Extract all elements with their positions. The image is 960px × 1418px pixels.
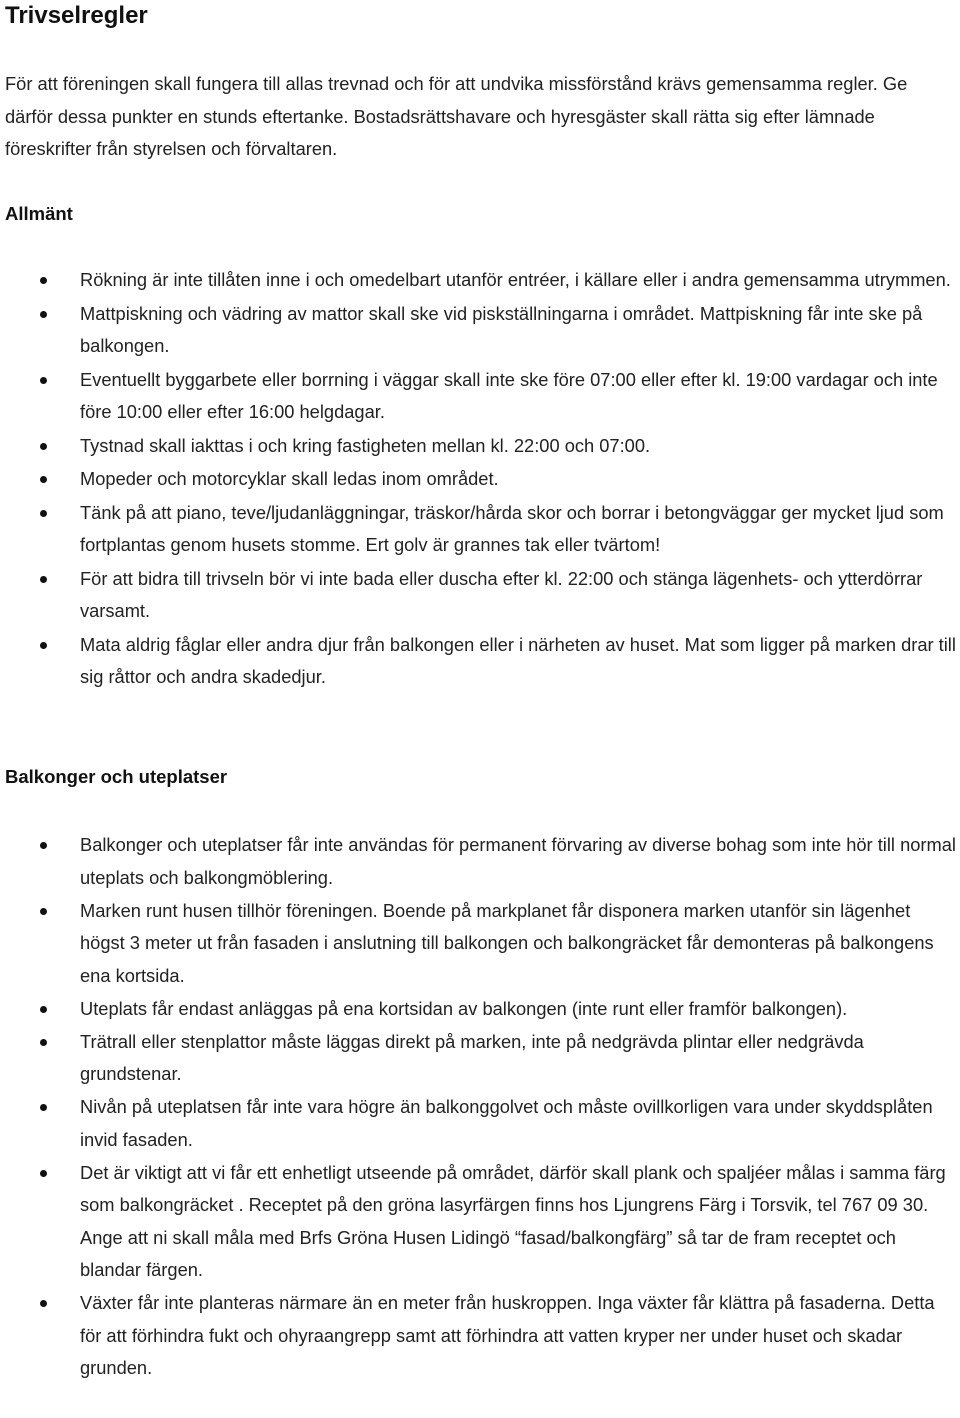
- bullet-icon: [40, 377, 47, 384]
- list-item: [0, 1287, 960, 1385]
- list-item: [0, 563, 960, 628]
- list-item: [0, 364, 960, 429]
- list-item-text: Mopeder och motorcyklar skall ledas inom området.: [80, 468, 499, 489]
- bullet-icon: [40, 510, 47, 517]
- intro-paragraph: För att föreningen skall fungera till allas trevnad och för att undvika missförstånd krävs gemensamma regler. Ge därför dessa punkter en stunds eftertanke. Bostadsrättshavare och hyresgäster skall rätta sig efter lämnade föreskrifter från styrelsen och förvaltaren.: [5, 73, 908, 159]
- list-item: [0, 430, 960, 463]
- list-item: [0, 497, 960, 562]
- list-item-text: Växter får inte planteras närmare än en meter från huskroppen. Inga växter får klättra på fasaderna. Detta för att förhindra fukt och ohyraangrepp samt att förhindra att vatten kryper ner under huset och skadar grunden.: [80, 1292, 935, 1378]
- list-item-text: Det är viktigt att vi får ett enhetligt utseende på området, därför skall plank och spaljéer målas i samma färg som balkongräcket . Receptet på den gröna lasyrfärgen finns hos Ljungrens Färg i Torsvik, tel 767 09 30. Ange att ni skall måla med Brfs Gröna Husen Lidingö “fasad/balkongfärg” så tar de fram receptet och blandar färgen.: [80, 1161, 946, 1280]
- list-item-text: Nivån på uteplatsen får inte vara högre än balkonggolvet och måste ovillkorligen vara under skyddsplåten invid fasaden.: [80, 1096, 933, 1150]
- list-item-text: Mattpiskning och vädring av mattor skall ske vid piskställningarna i området. Mattpiskning får inte ske på balkongen.: [80, 302, 923, 356]
- bullet-icon: [40, 1300, 47, 1307]
- list-item-text: Marken runt husen tillhör föreningen. Boende på markplanet får disponera marken utanför sin lägenhet högst 3 meter ut från fasaden i anslutning till balkongen och balkongräcket får demonteras på balkongens ena kortsida.: [80, 899, 934, 986]
- section-heading-balkonger: Balkonger och uteplatser: [5, 766, 228, 787]
- bullet-icon: [40, 476, 47, 483]
- bullet-icon: [40, 842, 47, 849]
- bullet-icon: [40, 1039, 47, 1046]
- list-item-text: Eventuellt byggarbete eller borrning i väggar skall inte ske före 07:00 eller efter kl. 19:00 vardagar och inte före 10:00 eller efter 16:00 helgdagar.: [80, 368, 938, 422]
- list-item: [0, 298, 960, 363]
- list-item: [0, 1026, 960, 1091]
- list-item-text: Mata aldrig fåglar eller andra djur från balkongen eller i närheten av huset. Mat som ligger på marken drar till sig råttor och andra skadedjur.: [80, 633, 956, 687]
- bullet-icon: [40, 1104, 47, 1111]
- bullet-icon: [40, 311, 47, 318]
- list-item: [0, 264, 960, 297]
- list-item: [0, 993, 960, 1026]
- bullet-icon: [40, 576, 47, 583]
- list-item-text: Balkonger och uteplatser får inte användas för permanent förvaring av diverse bohag som inte hör till normal uteplats och balkongmöblering.: [80, 834, 956, 888]
- bullet-icon: [40, 908, 47, 915]
- document-title: Trivselregler: [5, 2, 148, 29]
- rules-list-allmant: [0, 264, 960, 695]
- list-item: [0, 829, 960, 894]
- list-item: [0, 1157, 960, 1287]
- bullet-icon: [40, 1006, 47, 1013]
- bullet-icon: [40, 642, 47, 649]
- bullet-icon: [40, 443, 47, 450]
- list-item-text: Trätrall eller stenplattor måste läggas direkt på marken, inte på nedgrävda plintar eller nedgrävda grundstenar.: [80, 1030, 864, 1084]
- rules-list-balkonger: [0, 829, 960, 1385]
- bullet-icon: [40, 1170, 47, 1177]
- list-item: [0, 463, 960, 496]
- list-item-text: För att bidra till trivseln bör vi inte bada eller duscha efter kl. 22:00 och stänga lägenhets- och ytterdörrar varsamt.: [80, 567, 923, 621]
- list-item-text: Uteplats får endast anläggas på ena kortsidan av balkongen (inte runt eller framför balkongen).: [80, 997, 848, 1019]
- list-item: [0, 629, 960, 694]
- section-heading-allmant: Allmänt: [5, 203, 73, 224]
- list-item: [0, 1091, 960, 1156]
- bullet-icon: [40, 277, 47, 284]
- list-item: [0, 895, 960, 993]
- list-item-text: Tystnad skall iakttas i och kring fastigheten mellan kl. 22:00 och 07:00.: [80, 434, 651, 456]
- list-item-text: Tänk på att piano, teve/ljudanläggningar, träskor/hårda skor och borrar i betongväggar ger mycket ljud som fortplantas genom husets stomme. Ert golv är grannes tak eller tvärtom!: [80, 501, 944, 555]
- list-item-text: Rökning är inte tillåten inne i och omedelbart utanför entréer, i källare eller i andra gemensamma utrymmen.: [80, 269, 951, 290]
